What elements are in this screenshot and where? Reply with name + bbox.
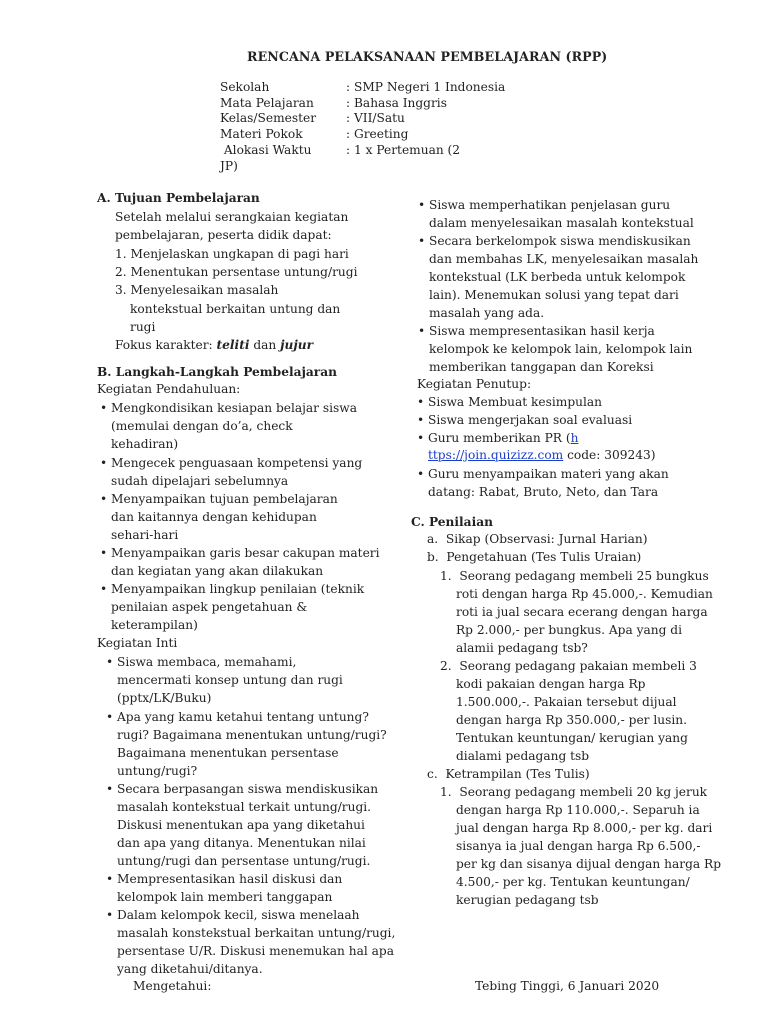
bullet-cont: masalah konstekstual berkaitan untung/rugi,	[117, 926, 396, 940]
question-cont: 4.500,- per kg. Tentukan keuntungan/	[456, 875, 690, 889]
bullet-item: • Mempresentasikan hasil diskusi dan	[117, 872, 342, 886]
question-item: 1. Seorang pedagang membeli 25 bungkus	[440, 569, 709, 583]
bullet-cont: Diskusi menentukan apa yang diketahui	[117, 818, 365, 832]
question-cont: dengan harga Rp 110.000,-. Separuh ia	[456, 803, 700, 817]
list-item-cont: kontekstual berkaitan untung dan	[130, 302, 341, 316]
identity-value: : 1 x Pertemuan (2	[346, 143, 461, 157]
question-cont: roti dengan harga Rp 45.000,-. Kemudian	[456, 587, 713, 601]
bullet-item: • Mengecek penguasaan kompetensi yang	[111, 456, 362, 470]
bullet-cont: dan apa yang ditanya. Menentukan nilai	[117, 836, 366, 850]
list-item-cont: rugi	[130, 320, 156, 334]
identity-value: : Greeting	[346, 127, 409, 141]
bullet-cont: datang: Rabat, Bruto, Neto, dan Tara	[428, 485, 659, 499]
bullet-item: • Mengkondisikan kesiapan belajar siswa	[111, 401, 357, 415]
bullet-item: • Menyampaikan lingkup penilaian (teknik	[111, 582, 364, 596]
section-c-heading: C. Penilaian	[411, 515, 493, 529]
question-cont: Rp 2.000,- per bungkus. Apa yang di	[456, 623, 682, 637]
bullet-item: • Secara berkelompok siswa mendiskusikan	[429, 234, 691, 248]
pr-text: Guru memberikan PR (	[428, 431, 571, 445]
sub-item: a. Sikap (Observasi: Jurnal Harian)	[427, 532, 648, 546]
bullet-cont: kelompok lain memberi tanggapan	[117, 890, 333, 904]
question-item: 2. Seorang pedagang pakaian membeli 3	[440, 659, 697, 673]
bullet-item: • Siswa membaca, memahami,	[117, 655, 296, 669]
bullet-cont: Bagaimana menentukan persentase	[117, 746, 339, 760]
sub-item: c. Ketrampilan (Tes Tulis)	[427, 767, 590, 781]
question-cont: 1.500.000,-. Pakaian tersebut dijual	[456, 695, 677, 709]
section-a-text: pembelajaran, peserta didik dapat:	[115, 228, 332, 242]
question-item: 1. Seorang pedagang membeli 20 kg jeruk	[440, 785, 708, 799]
bullet-cont: sehari-hari	[111, 528, 179, 542]
question-cont: dengan harga Rp 350.000,- per lusin.	[456, 713, 687, 727]
section-b-heading: B. Langkah-Langkah Pembelajaran	[97, 365, 337, 379]
fokus-conj: dan	[249, 338, 281, 352]
subheading: Kegiatan Penutup:	[417, 377, 532, 391]
bullet-item: • Guru menyampaikan materi yang akan	[428, 467, 669, 481]
bullet-cont: sudah dipelajari sebelumnya	[111, 474, 289, 488]
bullet-item	[428, 431, 578, 445]
bullet-item: • Menyampaikan garis besar cakupan materi	[111, 546, 380, 560]
fokus-karakter	[115, 338, 313, 352]
bullet-item: • Apa yang kamu ketahui tentang untung?	[117, 710, 369, 724]
bullet-item: • Menyampaikan tujuan pembelajaran	[111, 492, 338, 506]
subheading: Kegiatan Pendahuluan:	[97, 382, 241, 396]
bullet-cont: untung/rugi?	[117, 764, 198, 778]
identity-label: Materi Pokok	[220, 127, 303, 141]
bullet-item: • Siswa mengerjakan soal evaluasi	[428, 413, 632, 427]
bullet-cont: kontekstual (LK berbeda untuk kelompok	[429, 270, 686, 284]
bullet-cont: keterampilan)	[111, 618, 198, 632]
bullet-cont: untung/rugi dan persentase untung/rugi.	[117, 854, 371, 868]
identity-label: Sekolah	[220, 80, 270, 94]
bullet-item: • Siswa memperhatikan penjelasan guru	[429, 198, 670, 212]
section-a-text: Setelah melalui serangkaian kegiatan	[115, 210, 349, 224]
bullet-cont: lain). Menemukan solusi yang tepat dari	[429, 288, 679, 302]
bullet-cont: persentase U/R. Diskusi menemukan hal apa	[117, 944, 394, 958]
bullet-cont: yang diketahui/ditanya.	[117, 962, 263, 976]
identity-label: Alokasi Waktu	[220, 143, 312, 157]
quizizz-link[interactable]: ttps://join.quizizz.com	[428, 448, 564, 462]
question-cont: kodi pakaian dengan harga Rp	[456, 677, 646, 691]
bullet-cont: masalah kontekstual terkait untung/rugi.	[117, 800, 372, 814]
bullet-cont: (pptx/LK/Buku)	[117, 691, 212, 705]
identity-value-cont: JP)	[220, 159, 238, 173]
identity-value: : VII/Satu	[346, 111, 405, 125]
fokus-value: teliti	[216, 338, 250, 352]
bullet-cont: dalam menyelesaikan masalah kontekstual	[429, 216, 694, 230]
question-cont: sisanya ia jual dengan harga Rp 6.500,-	[456, 839, 701, 853]
bullet-cont: dan kegiatan yang akan dilakukan	[111, 564, 324, 578]
quizizz-link[interactable]: h	[570, 431, 579, 445]
footer-left: Mengetahui:	[133, 979, 212, 993]
sub-item: b. Pengetahuan (Tes Tulis Uraian)	[427, 550, 642, 564]
question-cont: jual dengan harga Rp 8.000,- per kg. dari	[456, 821, 713, 835]
question-cont: kerugian pedagang tsb	[456, 893, 599, 907]
list-item: 2. Menentukan persentase untung/rugi	[115, 265, 358, 279]
list-item: 3. Menyelesaikan masalah	[115, 283, 279, 297]
bullet-item: • Secara berpasangan siswa mendiskusikan	[117, 782, 378, 796]
bullet-item: • Siswa mempresentasikan hasil kerja	[429, 324, 655, 338]
question-cont: dialami pedagang tsb	[456, 749, 590, 763]
bullet-cont	[428, 448, 656, 462]
question-cont: alamii pedagang tsb?	[456, 641, 588, 655]
identity-value: : Bahasa Inggris	[346, 96, 447, 110]
bullet-cont: penilaian aspek pengetahuan &	[111, 600, 308, 614]
fokus-label: Fokus karakter:	[115, 338, 217, 352]
question-cont: per kg dan sisanya dijual dengan harga Rp	[456, 857, 721, 871]
bullet-cont: dan kaitannya dengan kehidupan	[111, 510, 317, 524]
bullet-cont: rugi? Bagaimana menentukan untung/rugi?	[117, 728, 387, 742]
bullet-cont: (memulai dengan do’a, check	[111, 419, 293, 433]
bullet-cont: mencermati konsep untung dan rugi	[117, 673, 343, 687]
list-item: 1. Menjelaskan ungkapan di pagi hari	[115, 247, 349, 261]
fokus-value: jujur	[280, 338, 314, 352]
subheading: Kegiatan Inti	[97, 636, 178, 650]
bullet-cont: masalah yang ada.	[429, 306, 545, 320]
footer-date: Tebing Tinggi, 6 Januari 2020	[475, 979, 660, 993]
bullet-cont: kehadiran)	[111, 437, 179, 451]
identity-label: Kelas/Semester	[220, 111, 317, 125]
identity-value: : SMP Negeri 1 Indonesia	[346, 80, 506, 94]
bullet-cont: kelompok ke kelompok lain, kelompok lain	[429, 342, 693, 356]
question-cont: Tentukan keuntungan/ kerugian yang	[456, 731, 688, 745]
bullet-item: • Siswa Membuat kesimpulan	[428, 395, 602, 409]
identity-label: Mata Pelajaran	[220, 96, 314, 110]
question-cont: roti ia jual secara ecerang dengan harga	[456, 605, 708, 619]
bullet-cont: memberikan tanggapan dan Koreksi	[429, 360, 654, 374]
bullet-item: • Dalam kelompok kecil, siswa menelaah	[117, 908, 359, 922]
document-title: RENCANA PELAKSANAAN PEMBELAJARAN (RPP)	[247, 49, 608, 64]
bullet-cont: dan membahas LK, menyelesaikan masalah	[429, 252, 699, 266]
section-a-heading: A. Tujuan Pembelajaran	[97, 191, 260, 205]
pr-code: code: 309243)	[563, 448, 656, 462]
